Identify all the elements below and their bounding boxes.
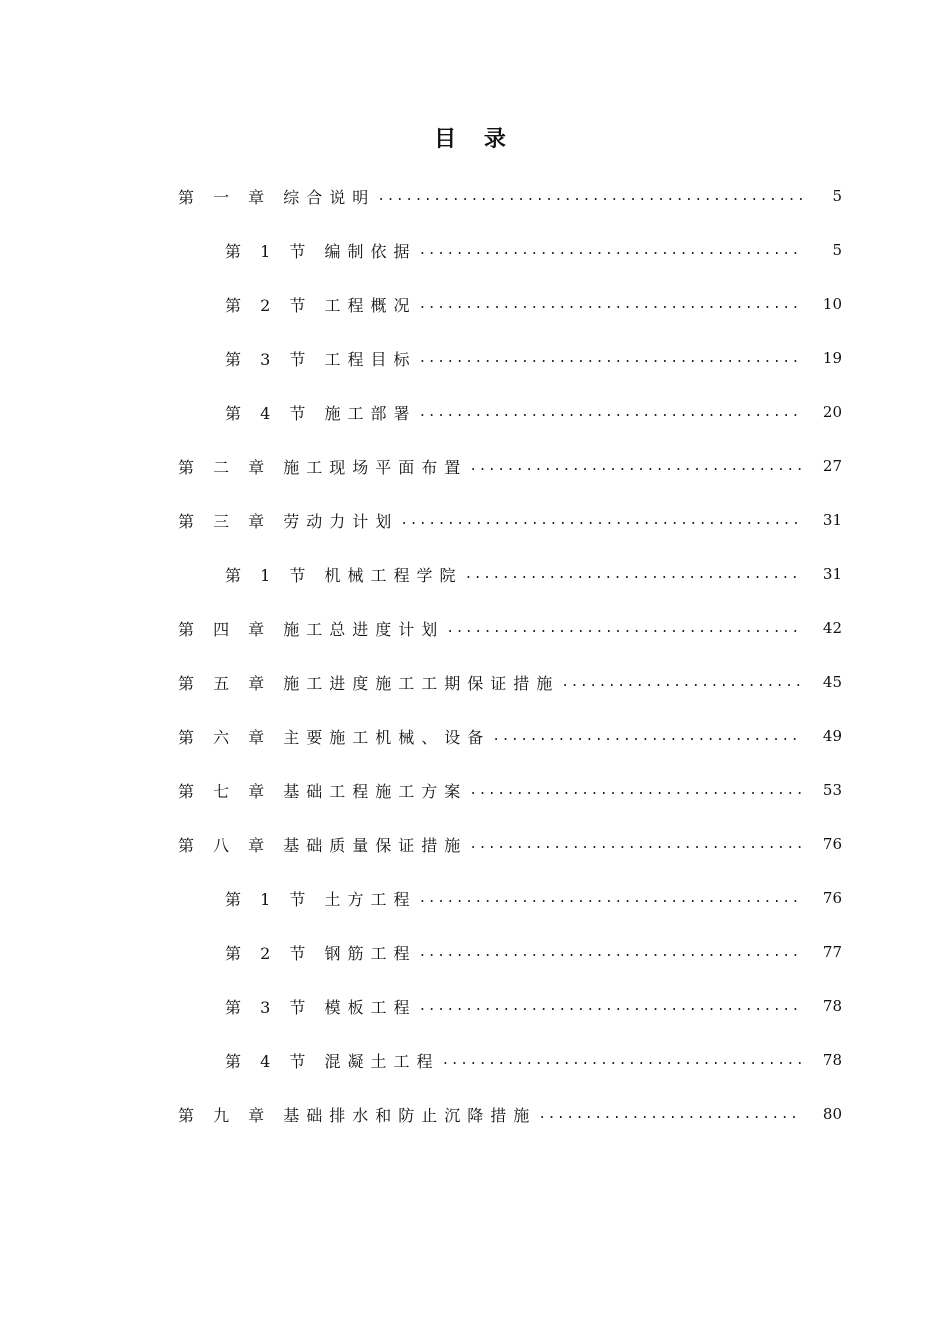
toc-page-number: 53 (822, 781, 842, 799)
toc-leader-dots (418, 999, 802, 1014)
toc-entry[interactable] (178, 184, 842, 208)
toc-leader-dots (418, 243, 802, 258)
toc-entry[interactable] (178, 1102, 842, 1126)
toc-entry-label: 第 八 章 基础质量保证措施 (178, 835, 468, 855)
toc-page-number: 77 (822, 943, 842, 961)
toc-page-number: 20 (822, 403, 842, 421)
toc-entry-label: 第 四 章 施工总进度计划 (178, 619, 445, 639)
toc-title: 目 录 (434, 127, 516, 152)
toc-entry-label: 第 3 节 模板工程 (225, 997, 417, 1017)
toc-page-number: 5 (832, 187, 842, 205)
toc-entry-label: 第 4 节 混凝土工程 (225, 1051, 440, 1071)
toc-leader-dots (418, 297, 802, 312)
toc-page-number: 78 (822, 1051, 842, 1069)
toc-entry-label: 第 1 节 编制依据 (225, 241, 417, 261)
toc-leader-dots (446, 621, 802, 636)
toc-entry-label: 第 2 节 钢筋工程 (225, 943, 417, 963)
toc-entry-label: 第 3 节 工程目标 (225, 349, 417, 369)
toc-page-number: 10 (822, 295, 842, 313)
toc-entry[interactable] (178, 778, 842, 802)
toc-entry[interactable] (225, 940, 842, 964)
toc-leader-dots (492, 729, 802, 744)
toc-entry-label: 第 三 章 劳动力计划 (178, 511, 399, 531)
toc-entry[interactable] (225, 562, 842, 586)
toc-entry[interactable] (178, 616, 842, 640)
toc-page-number: 49 (822, 727, 842, 745)
toc-page-number: 76 (822, 835, 842, 853)
toc-entry-label: 第 二 章 施工现场平面布置 (178, 457, 468, 477)
toc-entry[interactable] (225, 238, 842, 262)
toc-page-number: 80 (822, 1105, 842, 1123)
toc-leader-dots (469, 459, 802, 474)
toc-page-number: 31 (822, 565, 842, 583)
toc-page-number: 31 (822, 511, 842, 529)
toc-entry[interactable] (178, 832, 842, 856)
toc-entry-label: 第 五 章 施工进度施工工期保证措施 (178, 673, 560, 693)
toc-entry-label: 第 1 节 机械工程学院 (225, 565, 463, 585)
toc-leader-dots (441, 1053, 802, 1068)
toc-entry[interactable] (178, 454, 842, 478)
toc-leader-dots (400, 513, 802, 528)
toc-entry-label: 第 4 节 施工部署 (225, 403, 417, 423)
toc-entry[interactable] (225, 346, 842, 370)
toc-entry[interactable] (178, 670, 842, 694)
toc-entry-label: 第 九 章 基础排水和防止沉降措施 (178, 1105, 537, 1125)
toc-leader-dots (418, 351, 802, 366)
toc-leader-dots (418, 405, 802, 420)
toc-leader-dots (377, 189, 802, 204)
toc-page-number: 78 (822, 997, 842, 1015)
toc-page-number: 42 (822, 619, 842, 637)
toc-entry[interactable] (225, 886, 842, 910)
toc-leader-dots (538, 1107, 802, 1122)
toc-entry-label: 第 1 节 土方工程 (225, 889, 417, 909)
toc-page-number: 45 (822, 673, 842, 691)
toc-page-number: 19 (822, 349, 842, 367)
toc-entry[interactable] (178, 508, 842, 532)
toc-leader-dots (418, 891, 802, 906)
toc-entry-label: 第 一 章 综合说明 (178, 187, 376, 207)
toc-leader-dots (561, 675, 802, 690)
toc-leader-dots (469, 837, 802, 852)
toc-page-number: 76 (822, 889, 842, 907)
toc-page-number: 27 (822, 457, 842, 475)
toc-leader-dots (464, 567, 802, 582)
toc-entry[interactable] (225, 994, 842, 1018)
toc-entry[interactable] (225, 400, 842, 424)
toc-leader-dots (418, 945, 802, 960)
toc-entry[interactable] (225, 292, 842, 316)
toc-page-number: 5 (832, 241, 842, 259)
toc-leader-dots (469, 783, 802, 798)
toc-entry-label: 第 2 节 工程概况 (225, 295, 417, 315)
toc-entry[interactable] (178, 724, 842, 748)
toc-entry[interactable] (225, 1048, 842, 1072)
toc-entry-label: 第 七 章 基础工程施工方案 (178, 781, 468, 801)
toc-entry-label: 第 六 章 主要施工机械、设备 (178, 727, 491, 747)
